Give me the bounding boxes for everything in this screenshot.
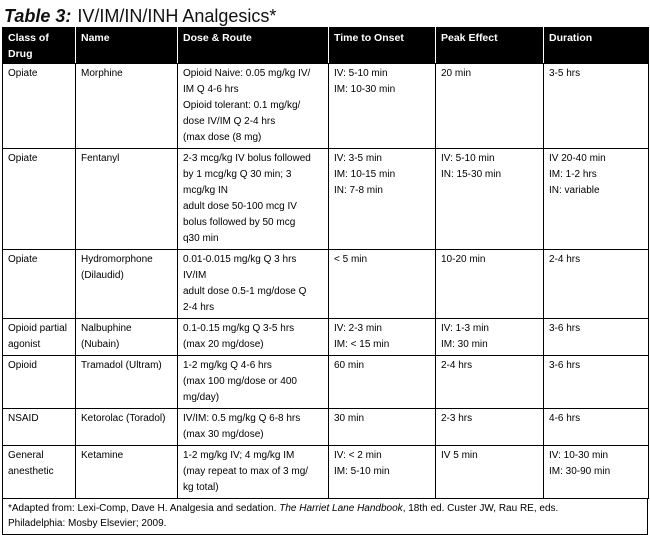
cell-line: General	[8, 450, 44, 461]
table-row	[3, 250, 649, 319]
cell-line: 3-6 hrs	[549, 360, 581, 371]
cell-line: 2-4 hrs	[183, 302, 215, 313]
cell-line: IM: 10-30 min	[334, 84, 396, 95]
cell-line: Hydromorphone	[81, 254, 153, 265]
cell-peak	[436, 319, 544, 356]
table-caption: IV/IM/IN/INH Analgesics*	[77, 6, 277, 26]
cell-dose	[178, 446, 329, 499]
cell-line: IV: 2-3 min	[334, 323, 382, 334]
table-row	[3, 409, 649, 446]
col-header-peak: Peak Effect	[436, 28, 544, 64]
cell-duration	[544, 319, 649, 356]
cell-line: q30 min	[183, 233, 219, 244]
cell-line: Nalbuphine	[81, 323, 132, 334]
cell-line: kg total)	[183, 482, 219, 493]
cell-line: IV: 3-5 min	[334, 153, 382, 164]
cell-line: NSAID	[8, 413, 39, 424]
footnote-prefix: *Adapted from: Lexi-Comp, Dave H. Analgesia and sedation.	[8, 503, 280, 514]
cell-class	[3, 446, 76, 499]
cell-line: 1-2 mg/kg IV; 4 mg/kg IM	[183, 450, 295, 461]
cell-line: adult dose 0.5-1 mg/dose Q	[183, 286, 307, 297]
cell-peak	[436, 446, 544, 499]
cell-onset	[329, 356, 436, 409]
cell-line: Opiate	[8, 153, 38, 164]
cell-name	[76, 356, 178, 409]
cell-line: IN: variable	[549, 185, 600, 196]
cell-line: Opioid tolerant: 0.1 mg/kg/	[183, 100, 301, 111]
cell-line: mg/day)	[183, 392, 220, 403]
cell-line: 2-3 hrs	[441, 413, 473, 424]
cell-line: dose IV/IM Q 2-4 hrs	[183, 116, 276, 127]
cell-line: IV: < 2 min	[334, 450, 382, 461]
cell-line: anesthetic	[8, 466, 54, 477]
table-row	[3, 446, 649, 499]
table-row	[3, 356, 649, 409]
cell-line: IM: 5-10 min	[334, 466, 390, 477]
cell-peak	[436, 409, 544, 446]
cell-line: IM: 10-15 min	[334, 169, 396, 180]
cell-line: Opiate	[8, 254, 38, 265]
cell-line: 20 min	[441, 68, 472, 79]
cell-peak	[436, 250, 544, 319]
cell-onset	[329, 250, 436, 319]
col-header-name: Name	[76, 28, 178, 64]
cell-line: (max 20 mg/dose)	[183, 339, 264, 350]
footnote-line2: Philadelphia: Mosby Elsevier; 2009.	[8, 518, 167, 529]
cell-name	[76, 64, 178, 149]
cell-line: (may repeat to max of 3 mg/	[183, 466, 309, 477]
col-header-onset: Time to Onset	[329, 28, 436, 64]
table-title	[0, 0, 650, 27]
col-header-dose: Dose & Route	[178, 28, 329, 64]
footnote-book-title: The Harriet Lane Handbook	[279, 503, 403, 514]
cell-line: 4-6 hrs	[549, 413, 581, 424]
cell-line: (max 30 mg/dose)	[183, 429, 264, 440]
cell-dose	[178, 356, 329, 409]
cell-onset	[329, 409, 436, 446]
cell-class	[3, 250, 76, 319]
cell-line: (Dilaudid)	[81, 270, 124, 281]
header-row	[3, 28, 649, 64]
cell-dose	[178, 319, 329, 356]
cell-line: IM: < 15 min	[334, 339, 390, 350]
cell-line: IV: 10-30 min	[549, 450, 609, 461]
cell-line: 0.01-0.015 mg/kg Q 3 hrs	[183, 254, 297, 265]
cell-line: agonist	[8, 339, 41, 350]
table-row	[3, 319, 649, 356]
cell-line: IV: 1-3 min	[441, 323, 489, 334]
table-number: Table 3:	[4, 6, 72, 26]
cell-line: 2-4 hrs	[441, 360, 473, 371]
cell-name	[76, 446, 178, 499]
cell-line: adult dose 50-100 mcg IV	[183, 201, 297, 212]
cell-peak	[436, 64, 544, 149]
cell-class	[3, 149, 76, 250]
cell-class	[3, 319, 76, 356]
cell-line: IV/IM	[183, 270, 207, 281]
cell-line: 60 min	[334, 360, 365, 371]
cell-line: 3-5 hrs	[549, 68, 581, 79]
cell-name	[76, 319, 178, 356]
col-header-class: Class of Drug	[3, 28, 76, 64]
table-row	[3, 149, 649, 250]
cell-line: Opioid Naive: 0.05 mg/kg IV/	[183, 68, 311, 79]
cell-line: Opioid partial	[8, 323, 67, 334]
analgesics-table	[2, 27, 649, 499]
cell-dose	[178, 149, 329, 250]
cell-line: IM: 30 min	[441, 339, 488, 350]
cell-line: Opiate	[8, 68, 38, 79]
cell-line: 10-20 min	[441, 254, 486, 265]
cell-onset	[329, 319, 436, 356]
cell-peak	[436, 356, 544, 409]
cell-duration	[544, 64, 649, 149]
cell-class	[3, 356, 76, 409]
cell-line: Tramadol (Ultram)	[81, 360, 162, 371]
col-header-duration: Duration	[544, 28, 649, 64]
cell-line: IN: 15-30 min	[441, 169, 502, 180]
cell-line: Opioid	[8, 360, 37, 371]
cell-duration	[544, 250, 649, 319]
cell-class	[3, 64, 76, 149]
cell-name	[76, 409, 178, 446]
cell-line: IV 5 min	[441, 450, 478, 461]
cell-line: IV: 5-10 min	[441, 153, 495, 164]
cell-duration	[544, 446, 649, 499]
cell-line: bolus followed by 50 mcg	[183, 217, 296, 228]
cell-name	[76, 149, 178, 250]
cell-line: IN: 7-8 min	[334, 185, 383, 196]
cell-duration	[544, 149, 649, 250]
cell-class	[3, 409, 76, 446]
footnote	[2, 499, 648, 535]
cell-onset	[329, 446, 436, 499]
cell-dose	[178, 250, 329, 319]
cell-line: Fentanyl	[81, 153, 120, 164]
cell-line: < 5 min	[334, 254, 368, 265]
cell-line: 2-3 mcg/kg IV bolus followed	[183, 153, 311, 164]
cell-line: Morphine	[81, 68, 123, 79]
cell-dose	[178, 409, 329, 446]
cell-line: Ketorolac (Toradol)	[81, 413, 166, 424]
cell-onset	[329, 64, 436, 149]
cell-line: IM: 30-90 min	[549, 466, 611, 477]
cell-dose	[178, 64, 329, 149]
cell-line: mcg/kg IN	[183, 185, 229, 196]
cell-line: by 1 mcg/kg Q 30 min; 3	[183, 169, 292, 180]
cell-line: 0.1-0.15 mg/kg Q 3-5 hrs	[183, 323, 295, 334]
table-row	[3, 64, 649, 149]
cell-line: 1-2 mg/kg Q 4-6 hrs	[183, 360, 272, 371]
cell-line: 30 min	[334, 413, 365, 424]
cell-line: IV: 5-10 min	[334, 68, 388, 79]
cell-name	[76, 250, 178, 319]
cell-line: IV 20-40 min	[549, 153, 606, 164]
cell-line: IM: 1-2 hrs	[549, 169, 597, 180]
footnote-suffix: , 18th ed. Custer JW, Rau RE, eds.	[402, 503, 559, 514]
cell-line: 2-4 hrs	[549, 254, 581, 265]
cell-line: IM Q 4-6 hrs	[183, 84, 239, 95]
cell-line: Ketamine	[81, 450, 124, 461]
cell-peak	[436, 149, 544, 250]
cell-line: 3-6 hrs	[549, 323, 581, 334]
cell-line: (max dose (8 mg)	[183, 132, 262, 143]
cell-line: (Nubain)	[81, 339, 120, 350]
cell-line: (max 100 mg/dose or 400	[183, 376, 297, 387]
cell-duration	[544, 356, 649, 409]
cell-line: IV/IM: 0.5 mg/kg Q 6-8 hrs	[183, 413, 301, 424]
cell-duration	[544, 409, 649, 446]
cell-onset	[329, 149, 436, 250]
